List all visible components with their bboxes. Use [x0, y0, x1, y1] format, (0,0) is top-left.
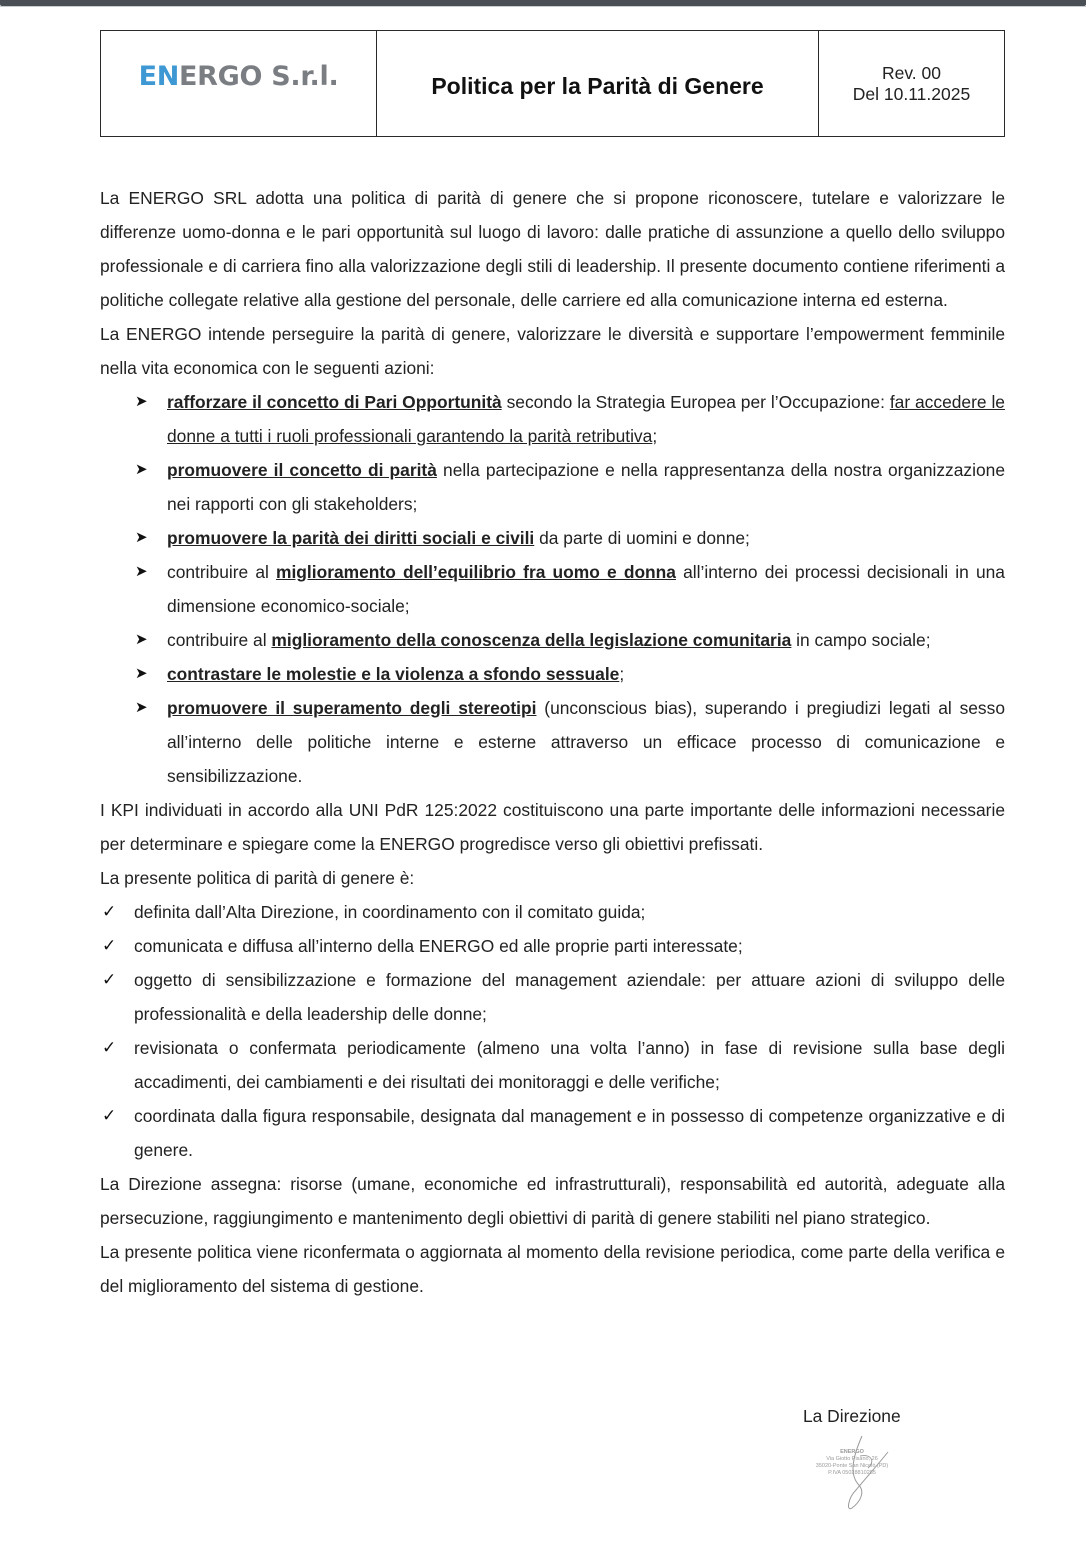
- arrow-bullet-icon: ➤: [135, 665, 148, 682]
- logo-prefix: EN: [138, 61, 180, 92]
- document-header: [100, 30, 1005, 137]
- company-stamp-text: ENERGO Via Giotto Pisano, 26 35020-Ponte San Nicolò (PD) P.IVA 05028810285: [815, 1449, 889, 1476]
- policy-item: ✓ revisionata o confermata periodicamente (almeno una volta l’anno) in fase di revisione sulla base degli accadimenti, dei cambiamenti e dei risultati dei monitoraggi e delle verifiche;: [100, 1031, 1005, 1099]
- policy-item: ✓ coordinata dalla figura responsabile, designata dal management e in possesso di competenze organizzative e di genere.: [100, 1099, 1005, 1167]
- action-key-phrase: miglioramento dell’equilibrio fra uomo e donna: [276, 562, 676, 582]
- resources-paragraph: La Direzione assegna: risorse (umane, economiche ed infrastrutturali), responsabilità ed autorità, adeguate alla persecuzione, raggiungimento e mantenimento degli obiettivi di parità di genere stabiliti nel piano strategico.: [100, 1174, 1005, 1228]
- check-bullet-icon: ✓: [102, 936, 117, 955]
- policy-checklist: [100, 895, 1005, 1167]
- policy-intro: La presente politica di parità di genere è:: [100, 868, 415, 888]
- arrow-bullet-icon: ➤: [135, 699, 148, 716]
- action-item: ➤ contribuire al miglioramento dell’equilibrio fra uomo e donna all’interno dei processi decisionali in una dimensione economico-sociale;: [100, 555, 1005, 623]
- document-title: Politica per la Parità di Genere: [431, 73, 764, 99]
- check-bullet-icon: ✓: [102, 1106, 117, 1125]
- action-key-phrase: contrastare le molestie e la violenza a sfondo sessuale: [167, 664, 620, 684]
- action-key-phrase: rafforzare il concetto di Pari Opportunità: [167, 392, 502, 412]
- actions-intro-paragraph: La ENERGO intende perseguire la parità di genere, valorizzare le diversità e supportare l’empowerment femminile nella vita economica con le seguenti azioni:: [100, 324, 1005, 378]
- arrow-bullet-icon: ➤: [135, 393, 148, 410]
- company-logo: [139, 61, 339, 92]
- actions-list: [100, 385, 1005, 793]
- logo-cell: [101, 31, 377, 136]
- revision-date: Del 10.11.2025: [852, 83, 971, 104]
- window-top-highlight: [0, 6, 1086, 7]
- revision-number: Rev. 00: [881, 62, 941, 83]
- intro-paragraph: La ENERGO SRL adotta una politica di parità di genere che si propone riconoscere, tutelare e valorizzare le differenze uomo-donna e le pari opportunità sul luogo di lavoro: dalle pratiche di assunzione a quello dello sviluppo professionale e di carriera fino alla valorizzazione degli stili di leadership. Il presente documento contiene riferimenti a politiche collegate relative alla gestione del personale, delle carriere ed alla comunicazione interna ed esterna.: [100, 188, 1005, 310]
- revision-cell: [819, 31, 1004, 136]
- check-bullet-icon: ✓: [102, 1038, 117, 1057]
- action-item: ➤ promuovere il concetto di parità nella partecipazione e nella rappresentanza della nostra organizzazione nei rapporti con gli stakeholders;: [100, 453, 1005, 521]
- title-cell: [377, 31, 819, 136]
- signoff-label: La Direzione: [803, 1406, 901, 1426]
- logo-rest: ERGO S.r.l.: [179, 61, 339, 92]
- check-bullet-icon: ✓: [102, 902, 117, 921]
- action-item: ➤ promuovere il superamento degli stereotipi (unconscious bias), superando i pregiudizi legati al sesso all’interno delle politiche interne e esterne attraverso un efficace processo di comunicazione e sensibilizzazione.: [100, 691, 1005, 793]
- action-key-phrase: promuovere il concetto di parità: [167, 460, 437, 480]
- arrow-bullet-icon: ➤: [135, 529, 148, 546]
- policy-item: ✓ definita dall’Alta Direzione, in coordinamento con il comitato guida;: [100, 895, 1005, 929]
- action-underlined-phrase: far accedere le donne a tutti i ruoli professionali garantendo la parità retributiva: [167, 392, 1005, 446]
- arrow-bullet-icon: ➤: [135, 461, 148, 478]
- action-key-phrase: promuovere il superamento degli stereotipi: [167, 698, 537, 718]
- action-key-phrase: promuovere la parità dei diritti sociali e civili: [167, 528, 535, 548]
- check-bullet-icon: ✓: [102, 970, 117, 989]
- review-paragraph: La presente politica viene riconfermata o aggiornata al momento della revisione periodica, come parte della verifica e del miglioramento del sistema di gestione.: [100, 1242, 1005, 1296]
- action-item: ➤ contribuire al miglioramento della conoscenza della legislazione comunitaria in campo sociale;: [100, 623, 1005, 657]
- kpi-paragraph: I KPI individuati in accordo alla UNI PdR 125:2022 costituiscono una parte importante delle informazioni necessarie per determinare e spiegare come la ENERGO progredisce verso gli obiettivi prefissati.: [100, 800, 1005, 854]
- action-item: ➤ promuovere la parità dei diritti sociali e civili da parte di uomini e donne;: [100, 521, 1005, 555]
- action-item: ➤ contrastare le molestie e la violenza a sfondo sessuale;: [100, 657, 1005, 691]
- arrow-bullet-icon: ➤: [135, 631, 148, 648]
- action-key-phrase: miglioramento della conoscenza della legislazione comunitaria: [271, 630, 792, 650]
- policy-item: ✓ comunicata e diffusa all’interno della ENERGO ed alle proprie parti interessate;: [100, 929, 1005, 963]
- arrow-bullet-icon: ➤: [135, 563, 148, 580]
- document-body: [100, 181, 1005, 1303]
- action-item: ➤ rafforzare il concetto di Pari Opportunità secondo la Strategia Europea per l’Occupazione: far accedere le donne a tutti i ruoli professionali garantendo la parità retributiva;: [100, 385, 1005, 453]
- policy-item: ✓ oggetto di sensibilizzazione e formazione del management aziendale: per attuare azioni di sviluppo delle professionalità e della leadership delle donne;: [100, 963, 1005, 1031]
